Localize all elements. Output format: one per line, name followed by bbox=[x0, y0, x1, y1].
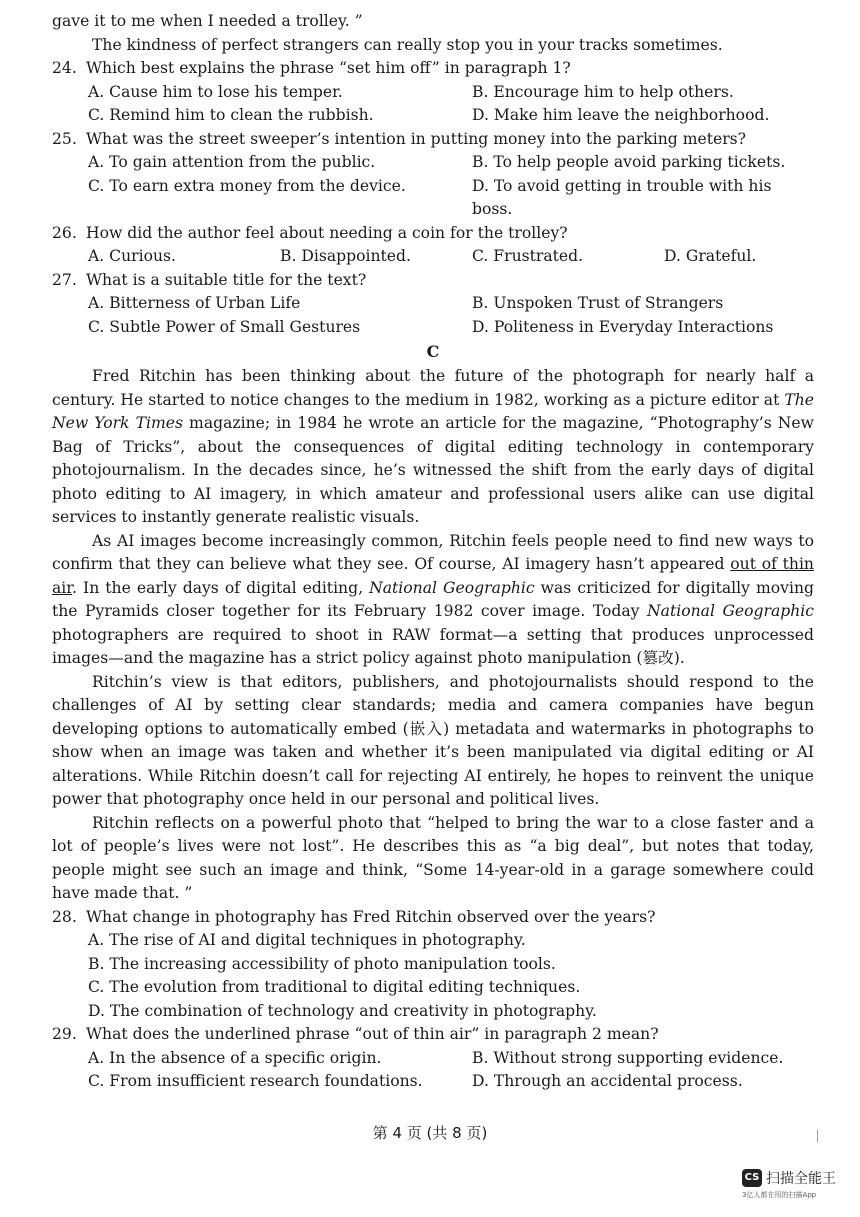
exam-page bbox=[52, 10, 814, 1094]
text-run: magazine; in 1984 he wrote an article for the magazine, “Photography’s New Bag of Tricks”, about the consequences of digital editing technology in contemporary photojournalism. In the decades since, he’s witnessed the shift from the early days of digital photo editing to AI imagery, in which amateur and professional users alike can use digital services to instantly generate realistic visuals. bbox=[52, 414, 814, 526]
question-text: What does the underlined phrase “out of thin air” in paragraph 2 mean? bbox=[86, 1025, 659, 1043]
question-text: What was the street sweeper’s intention in putting money into the parking meters? bbox=[86, 129, 747, 148]
question-number: 29. bbox=[52, 1025, 77, 1043]
option-d: D. Through an accidental process. bbox=[472, 1072, 743, 1090]
question-28 bbox=[52, 906, 814, 930]
scanner-watermark bbox=[742, 1168, 836, 1200]
question-text: What change in photography has Fred Ritchin observed over the years? bbox=[86, 907, 656, 926]
question-number: 27. bbox=[52, 270, 77, 289]
option-c: C. Subtle Power of Small Gestures bbox=[88, 317, 361, 336]
publication-name: National Geographic bbox=[369, 578, 535, 597]
question-number: 24. bbox=[52, 59, 77, 77]
options-row bbox=[52, 316, 814, 340]
option-d: D. The combination of technology and creativity in photography. bbox=[88, 1001, 597, 1020]
options-row bbox=[52, 175, 814, 222]
passage-paragraph-3: Ritchin’s view is that editors, publishers, and photojournalists should respond to the challenges of AI by setting clear standards; media and camera companies have begun developing options to automatically embed (嵌入) metadata and watermarks in photographs to show when an image was taken and whether it’s been manipulated via digital editing or AI alterations. While Ritchin doesn’t call for rejecting AI entirely, he hopes to reinvent the unique power that photography once held in our personal and political lives. bbox=[52, 672, 814, 808]
options-row bbox=[52, 81, 814, 105]
text-run: Fred Ritchin has been thinking about the future of the photograph for nearly half a century. He started to notice changes to the medium in 1982, working as a picture editor at bbox=[52, 367, 814, 409]
option-d: D. Make him leave the neighborhood. bbox=[472, 106, 770, 124]
option-a: A. Curious. bbox=[88, 247, 176, 265]
camscanner-logo-icon: CS bbox=[742, 1169, 762, 1187]
options-row bbox=[52, 1070, 814, 1094]
option-d: D. Politeness in Everyday Interactions bbox=[472, 317, 774, 336]
options-row bbox=[52, 1047, 814, 1071]
option-b: B. Disappointed. bbox=[280, 247, 411, 265]
option-b: B. The increasing accessibility of photo manipulation tools. bbox=[88, 954, 556, 973]
prev-passage-closing: The kindness of perfect strangers can really stop you in your tracks sometimes. bbox=[92, 35, 723, 54]
passage-paragraph-4: Ritchin reflects on a powerful photo that “helped to bring the war to a close faster and a lot of people’s lives were not lost”. He describes this as “a big deal”, but notes that today, people might see such an image and think, “Some 14-year-old in a garage somewhere could have made that. ” bbox=[52, 813, 814, 902]
text-run: As AI images become increasingly common, Ritchin feels people need to find new ways to confirm that they can believe what they see. Of course, AI imagery hasn’t appeared bbox=[52, 531, 814, 573]
publication-name: The New York Times bbox=[52, 390, 814, 432]
question-24 bbox=[52, 57, 814, 81]
question-26 bbox=[52, 222, 814, 246]
option-a: A. Bitterness of Urban Life bbox=[88, 294, 301, 312]
publication-name: National Geographic bbox=[647, 602, 814, 620]
passage-paragraph-2 bbox=[52, 530, 814, 671]
text-run: . In the early days of digital editing, bbox=[72, 578, 370, 597]
question-27 bbox=[52, 269, 814, 293]
question-number: 25. bbox=[52, 129, 77, 148]
options-row bbox=[52, 292, 814, 316]
question-25 bbox=[52, 128, 814, 152]
scan-margin-mark bbox=[817, 1130, 818, 1142]
question-text: How did the author feel about needing a coin for the trolley? bbox=[86, 223, 568, 242]
question-number: 28. bbox=[52, 907, 77, 926]
question-text: What is a suitable title for the text? bbox=[86, 270, 367, 289]
text-run: was criticized for digitally moving the Pyramids closer together for its February 1982 cover image. Today bbox=[52, 578, 814, 620]
option-a: A. The rise of AI and digital techniques in photography. bbox=[88, 931, 526, 949]
option-d: D. Grateful. bbox=[664, 247, 757, 265]
section-heading: C bbox=[426, 342, 440, 361]
option-c: C. The evolution from traditional to digital editing techniques. bbox=[88, 978, 581, 996]
option-a: A. Cause him to lose his temper. bbox=[88, 82, 343, 101]
options-row bbox=[52, 151, 814, 175]
option-b: B. Encourage him to help others. bbox=[472, 82, 734, 101]
option-c: C. From insufficient research foundations. bbox=[88, 1072, 423, 1090]
question-text: Which best explains the phrase “set him off” in paragraph 1? bbox=[86, 59, 571, 77]
question-number: 26. bbox=[52, 223, 77, 242]
passage-paragraph-1 bbox=[52, 365, 814, 530]
option-c: C. Frustrated. bbox=[472, 247, 584, 265]
option-b: B. Unspoken Trust of Strangers bbox=[472, 294, 724, 312]
option-a: A. To gain attention from the public. bbox=[88, 153, 376, 171]
option-c: C. Remind him to clean the rubbish. bbox=[88, 106, 374, 124]
underlined-phrase: out of thin air bbox=[52, 555, 814, 597]
text-run: photographers are required to shoot in RAW format—a setting that produces unprocessed images—and the magazine has a strict policy against photo manipulation (篡改). bbox=[52, 625, 814, 667]
option-a: A. In the absence of a specific origin. bbox=[88, 1048, 382, 1067]
options-row bbox=[52, 245, 814, 269]
option-b: B. Without strong supporting evidence. bbox=[472, 1048, 784, 1067]
option-b: B. To help people avoid parking tickets. bbox=[472, 153, 786, 171]
option-c: C. To earn extra money from the device. bbox=[88, 176, 406, 195]
watermark-tagline: 3亿人都在用的扫描App bbox=[742, 1191, 817, 1199]
option-d: D. To avoid getting in trouble with his boss. bbox=[472, 176, 772, 218]
question-29 bbox=[52, 1023, 814, 1047]
watermark-app-name: 扫描全能王 bbox=[766, 1171, 836, 1187]
options-row bbox=[52, 104, 814, 128]
page-number-footer: 第 4 页 (共 8 页) bbox=[372, 1124, 488, 1142]
prev-passage-end: gave it to me when I needed a trolley. ” bbox=[52, 12, 363, 30]
